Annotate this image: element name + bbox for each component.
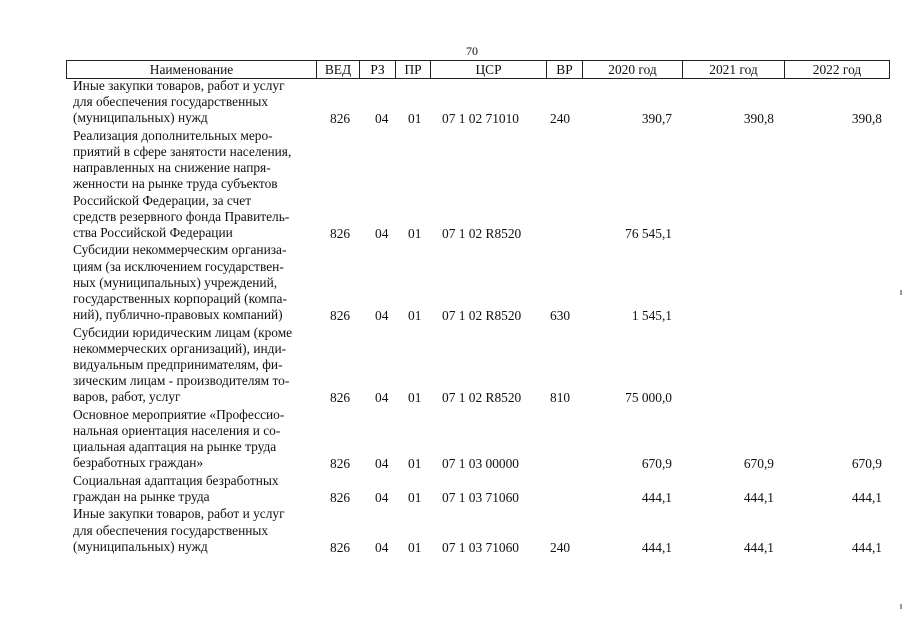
cell-csr: 07 1 02 R8520 [442, 390, 522, 406]
header-2020: 2020 год [582, 61, 682, 78]
header-2021: 2021 год [682, 61, 784, 78]
cell-2021: 390,8 [743, 111, 774, 127]
header-csr: ЦСР [430, 61, 546, 78]
cell-ved: 826 [330, 225, 351, 241]
cell-csr: 07 1 03 71060 [442, 489, 519, 505]
cell-2022: 670,9 [851, 456, 882, 472]
cell-2021: 444,1 [743, 539, 774, 555]
cell-2020: 76 545,1 [625, 225, 672, 241]
row-name-line: безработных граждан» [73, 455, 204, 471]
cell-pr: 01 [408, 111, 422, 127]
cell-rz: 04 [375, 539, 389, 555]
scan-mark [900, 290, 902, 295]
row-name-line: приятий в сфере занятости населения, [73, 144, 292, 159]
row-name-line: направленных на снижение напря- [73, 160, 271, 176]
cell-ved: 826 [330, 539, 351, 555]
row-name-line: государственных корпораций (компа- [73, 291, 287, 306]
cell-pr: 01 [408, 390, 422, 406]
cell-csr: 07 1 02 R8520 [442, 308, 522, 324]
cell-rz: 04 [375, 111, 389, 127]
cell-rz: 04 [375, 456, 389, 472]
cell-pr: 01 [408, 225, 422, 241]
cell-rz: 04 [375, 390, 389, 406]
row-name-line: граждан на рынке труда [73, 489, 210, 504]
cell-csr: 07 1 03 71060 [442, 539, 519, 555]
cell-csr: 07 1 03 00000 [442, 456, 519, 472]
cell-csr: 07 1 02 71010 [442, 111, 519, 127]
row-name-line: зическим лицам - производителям то- [73, 373, 290, 389]
cell-ved: 826 [330, 456, 351, 472]
row-name-line: некоммерческих организаций), инди- [73, 340, 287, 356]
cell-rz: 04 [375, 489, 389, 505]
row-name-line: (муниципальных) нужд [73, 110, 208, 126]
row-name-line: циям (за исключением государствен- [73, 258, 284, 274]
cell-2020: 75 000,0 [625, 390, 672, 406]
cell-rz: 04 [375, 308, 389, 324]
cell-vr: 630 [550, 308, 571, 324]
row-name-line: Основное мероприятие «Профессио- [73, 406, 285, 422]
cell-pr: 01 [408, 308, 422, 324]
row-name-line: женности на рынке труда субъектов [73, 176, 278, 192]
row-name-line: варов, работ, услуг [73, 389, 181, 405]
row-name-line: средств резервного фонда Правитель- [73, 208, 290, 224]
header-rz: РЗ [359, 61, 395, 78]
cell-2020: 670,9 [641, 456, 672, 472]
row-name-line: видуальным предпринимателям, фи- [73, 357, 283, 372]
cell-2020: 444,1 [641, 489, 672, 505]
header-ved: ВЕД [316, 61, 359, 78]
cell-2020: 444,1 [641, 539, 672, 555]
cell-ved: 826 [330, 390, 351, 406]
row-name [73, 128, 321, 241]
row-name-line: ства Российской Федерации [73, 225, 233, 241]
cell-2022: 444,1 [851, 489, 882, 505]
cell-ved: 826 [330, 308, 351, 324]
row-name-line: Иные закупки товаров, работ и услуг [73, 506, 285, 522]
row-name-line: Субсидии некоммерческим организа- [73, 242, 287, 258]
row-name-line: нальная ориентация населения и со- [73, 423, 281, 438]
cell-vr: 240 [550, 539, 571, 555]
row-name-line: Субсидии юридическим лицам (кроме [73, 324, 293, 340]
scan-mark [900, 604, 902, 609]
row-name [73, 325, 321, 406]
row-name [73, 242, 321, 323]
row-name-line: Российской Федерации, за счет [73, 192, 252, 208]
cell-2022: 390,8 [851, 111, 882, 127]
cell-vr: 240 [550, 111, 571, 127]
row-name [73, 473, 321, 505]
row-name-line: для обеспечения государственных [73, 522, 269, 538]
cell-ved: 826 [330, 489, 351, 505]
cell-2021: 444,1 [743, 489, 774, 505]
cell-2020: 1 545,1 [631, 308, 672, 324]
row-name-line: Социальная адаптация безработных [73, 472, 279, 488]
cell-2022: 444,1 [851, 539, 882, 555]
row-name-line: Иные закупки товаров, работ и услуг [73, 78, 285, 93]
cell-pr: 01 [408, 489, 422, 505]
cell-rz: 04 [375, 225, 389, 241]
row-name [73, 506, 321, 555]
row-name-line: (муниципальных) нужд [73, 538, 208, 554]
header-name: Наименование [66, 61, 316, 78]
row-name-line: Реализация дополнительных меро- [73, 127, 273, 143]
table-header [66, 60, 890, 79]
row-name-line: ний), публично-правовых компаний) [73, 307, 283, 323]
cell-2021: 670,9 [743, 456, 774, 472]
row-name-line: ных (муниципальных) учреждений, [73, 274, 278, 290]
row-name [73, 78, 321, 127]
cell-vr: 810 [550, 390, 571, 406]
row-name [73, 407, 321, 472]
cell-ved: 826 [330, 111, 351, 127]
row-name-line: для обеспечения государственных [73, 94, 269, 110]
page-number: 70 [466, 44, 478, 58]
cell-csr: 07 1 02 R8520 [442, 225, 522, 241]
cell-2020: 390,7 [641, 111, 672, 127]
cell-pr: 01 [408, 456, 422, 472]
cell-pr: 01 [408, 539, 422, 555]
header-pr: ПР [395, 61, 430, 78]
header-vr: ВР [546, 61, 582, 78]
header-2022: 2022 год [784, 61, 890, 78]
row-name-line: циальная адаптация на рынке труда [73, 439, 277, 455]
